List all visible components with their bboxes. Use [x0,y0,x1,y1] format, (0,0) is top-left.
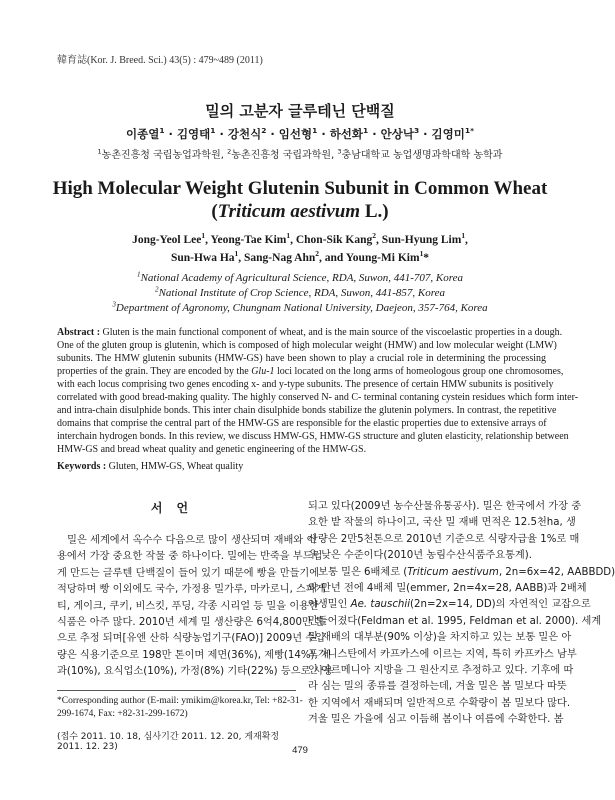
body-line [308,546,546,561]
species-name: Triticum aestivum [217,201,361,222]
body-line [308,645,577,660]
english-authors-line-1 [0,231,600,246]
body-line [57,646,331,661]
line-text: 용에서 가장 중요한 작물 중 하나이다. 밀에는 반죽을 부드럽 [57,551,323,563]
line-text: (2n=2x=14, DD)의 자연적인 교잡으로 [410,599,591,611]
footnote-corresponding-2: 299-1674, Fax: +82-31-299-1672) [57,709,188,719]
body-line [57,580,326,596]
italic-term: Triticum aestivum [407,566,499,578]
author-affiliation-mark: 1 [234,249,239,259]
line-text: 량은 식용기준으로 198만 톤이며 제면(36%), 제빵(14%), 제 [57,649,331,661]
author-affiliation-mark: 1 [159,126,165,136]
author-punctuation: , [205,234,211,246]
body-line [308,612,602,627]
korean-author: 김영태 [176,127,211,141]
keywords-text: Gluten, HMW-GS, Wheat quality [106,461,244,472]
body-line [57,662,334,678]
keywords-label: Keywords : [57,461,107,472]
author-punctuation: , [238,252,245,264]
korean-author: 이종열 [126,127,160,141]
italic-term: Glu-1 [251,366,275,377]
affiliation-mark: 3 [112,300,116,309]
line-text: 약 만년 전에 4배체 밀(emmer, 2n=4x=28, AABB)과 2배체 [308,583,587,594]
section-heading-introduction: 서언 [150,501,203,515]
english-affiliation [0,272,600,284]
author-punctuation: , [465,234,468,246]
line-text: , 2n=6x=42, AABBDD) [498,566,615,578]
korean-affiliations [0,146,600,161]
author-separator: · [215,127,228,141]
korean-author: 강천식 [227,127,262,141]
line-text: 한 지역에서 재배되며 일반적으로 수확량이 봄 밀보다 많다. [308,697,571,709]
author-affiliation-mark: 2 [372,231,376,241]
body-line [308,513,576,529]
line-text: with each locus comprising two genes encoding x- and y-type subunits. The presence of certain HMW subunits is positively [57,379,554,390]
author-punctuation: , [290,234,296,246]
author-affiliation-mark: 1 [201,231,206,241]
line-text: 과(10%), 요식업소(10%), 가정(8%) 기타(22%) 등으로 사용 [57,666,334,678]
author-affiliation-mark: 3 [413,126,420,136]
body-line [308,628,572,644]
korean-affiliation: 충남대학교 농업생명과학대학 농학과 [341,150,503,161]
english-author: Sang-Nag Ahn [244,252,316,264]
author-punctuation: , [375,234,382,246]
journal-citation: 韓育誌(Kor. J. Breed. Sci.) 43(5) : 479~489 (2011) [57,55,263,66]
author-separator: · [164,127,177,141]
title-paren: ( [211,201,218,222]
keywords [57,461,243,472]
author-affiliation-mark: 1 [286,231,291,241]
line-text: One of the gluten group is glutenin, which is composed of high molecular weight (HMW) and low molecular weight (LMW) [57,340,557,351]
footnote-dates: (접수 2011. 10. 18, 심사기간 2011. 12. 20, 게재확정 2011. 12. 23) [57,732,280,752]
line-text: properties of the grain. They are encoded by the [57,366,252,377]
author-affiliation-mark: 1 [210,126,216,136]
line-text: and intra-chain disulphide bonds. This inter chain disulphide bonds stabilize the glutenin polymers. In contrast, the repetitive [57,405,557,416]
abstract-line [57,418,546,429]
english-title: High Molecular Weight Glutenin Subunit in Common Wheat [52,178,548,199]
affiliation-mark: 3 [337,147,342,156]
body-line [57,613,325,628]
author-punctuation: , and [319,252,346,264]
body-line [308,497,582,512]
english-affiliation [0,302,600,314]
korean-author: 김영미 [431,127,465,141]
affiliation-mark: 1 [97,147,102,156]
line-text: 식품은 아주 많다. 2010년 세계 밀 생산량은 6억4,800만 톤 [57,617,325,628]
author-separator: · [419,127,432,141]
author-separator: · [266,127,279,141]
english-author: Yeong-Tae Kim [210,234,287,246]
english-author: Sun-Hwa Ha [170,252,235,264]
line-text: 인 아르메니아 지방을 그 원산지로 추정하고 있다. 기후에 따 [308,665,574,676]
abstract-line [57,353,546,364]
body-line [308,677,567,693]
author-affiliation-mark: 1 [363,126,369,136]
body-line [57,547,323,563]
body-line [57,564,320,579]
abstract-label: Abstract : [57,327,101,338]
author-affiliation-mark: 1 [312,126,318,136]
english-author: Chon-Sik Kang [295,234,373,246]
abstract-line [57,392,579,403]
korean-affiliation: 농촌진흥청 국립과학원, [231,150,338,161]
body-line [308,530,580,545]
line-text: HMW-GS and bread wheat quality and genetic engineering of the HMW-GS. [57,444,367,455]
line-text: 요한 밭 작물의 하나이고, 국산 밀 재배 면적은 12.5천ha, 생 [308,517,576,529]
line-text: 야생밀인 [308,599,351,611]
line-text: 으로 추정 되며[유엔 산하 식량농업기구(FAO)] 2009년 수입 [57,633,325,645]
line-text: domains that comprise the central part of the HMW-GS are responsible for the elastic properties due to extensive arrays of [57,418,547,429]
line-text: 우 낮은 수준이다(2010년 농림수산식품주요통계). [308,550,532,562]
body-line [308,694,571,709]
line-text: Gluten is the main functional component of wheat, and is the main source of the viscoelastic properties in a dough. [100,327,563,338]
english-author: Sun-Hyung Lim [381,234,462,246]
affiliation-text: Department of Agronomy, Chungnam National University, Daejeon, 357-764, Korea [115,302,488,314]
line-text: 적당하며 빵 이외에도 국수, 가정용 밀가루, 마카로니, 스파게 [57,584,326,596]
italic-term: Ae. tauschii [350,599,411,611]
line-text: 게 만드는 글루텐 단백질이 들어 있기 때문에 빵을 만들기에 [57,567,320,579]
korean-author: 하선화 [329,127,364,141]
line-text: subunits. The HMW glutenin subunits (HMW-GS) have been shown to play a crucial role in determining the processing [57,353,546,364]
affiliation-mark: 1 [137,270,141,279]
english-authors-line-2 [0,249,600,264]
abstract-line [57,327,563,338]
body-line [57,629,325,645]
line-text: 티, 게이크, 쿠키, 비스킷, 푸딩, 각종 시리얼 등 밀을 이용한 [57,600,319,612]
line-text: correlated with good bread-making quality. The highly conserved N- and C- terminal contaning cystein residues which form inter- [57,392,579,403]
korean-authors [0,126,600,142]
english-author: Jong-Yeol Lee [132,234,202,246]
footnote-corresponding-1: *Corresponding author (E-mail: ymikim@korea.kr, Tel: +82-31- [57,696,303,706]
affiliation-text: National Institute of Crop Science, RDA, Suwon, 441-857, Korea [158,287,445,299]
affiliation-text: National Academy of Agricultural Science, RDA, Suwon, 441-707, Korea [140,272,463,284]
abstract-line [57,444,546,455]
page-number: 479 [292,745,308,756]
author-separator: · [317,127,330,141]
author-punctuation: * [423,252,430,264]
english-title-species [0,201,600,223]
affiliation-mark: 2 [227,147,232,156]
title-suffix: L.) [360,201,389,222]
body-line [308,595,591,611]
abstract-line [57,340,557,351]
line-text: 보통 밀은 6배체로 ( [308,566,408,578]
line-text: loci located on the long arms of homeologous group one chromosomes, [274,366,564,377]
korean-author: 임선형 [278,127,313,141]
line-text: 밀 재배의 대부분(90% 이상)을 차지하고 있는 보통 밀은 아 [308,632,572,644]
korean-affiliation: 농촌진흥청 국립농업과학원, [101,150,228,161]
author-affiliation-mark: 2 [315,249,320,259]
korean-author: 안상낙 [380,127,414,141]
author-affiliation-mark: 1 [461,231,466,241]
line-text: 만들어졌다(Feldman et al. 1995, Feldman et al. 2000). 세계 [308,615,602,627]
footnote-divider [57,690,296,691]
author-affiliation-mark: 1* [464,126,474,136]
body-line [57,597,319,612]
english-author: Young-Mi Kim [345,252,420,264]
abstract-line [57,431,569,442]
body-line [308,661,574,676]
abstract-line [57,405,557,416]
author-separator: · [368,127,381,141]
abstract-line [57,366,564,377]
korean-title: 밀의 고분자 글루테닌 단백질 [205,102,395,120]
english-affiliation [0,287,600,299]
body-line [308,563,615,578]
line-text: 산량은 2만5천톤으로 2010년 기준으로 식량자급율 1%로 매 [308,533,580,545]
abstract-line [57,379,554,390]
line-text: interchain hydrogen bonds. In this review, we discuss HMW-GS, HMW-GS structure and gluten elasticity, relationship between [57,431,569,442]
author-affiliation-mark: 1 [419,249,424,259]
line-text: 라 심는 밀의 종류를 결정하는데, 겨울 밀은 봄 밀보다 따뜻 [308,681,567,693]
author-affiliation-mark: 2 [261,126,267,136]
line-text: 밀은 세계에서 옥수수 다음으로 많이 생산되며 재배와 이 [57,535,317,546]
line-text: 프가니스탄에서 카프카스에 이르는 지역, 특히 카프카스 남부 [308,648,577,660]
line-text: 되고 있다(2009년 농수산물유통공사). 밀은 한국에서 가장 중 [308,501,582,512]
affiliation-mark: 2 [155,285,159,294]
line-text: 겨울 밀은 가을에 심고 이듬해 봄이나 여름에 수확한다. 봄 [308,714,564,726]
body-line [308,579,587,594]
body-line [308,710,564,726]
body-line [57,531,317,546]
